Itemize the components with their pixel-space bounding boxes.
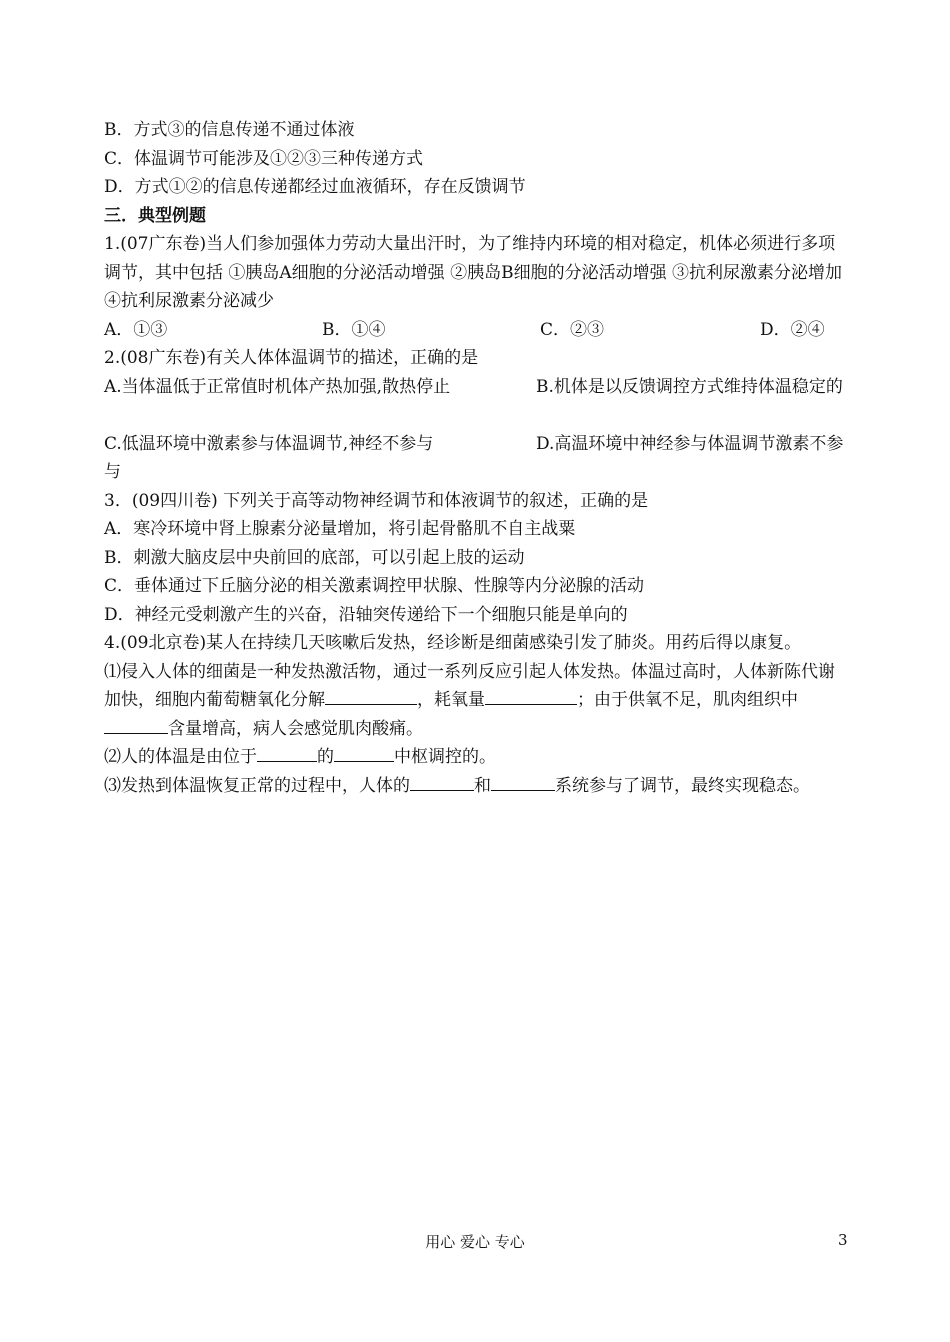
blank-system-1[interactable]: [410, 772, 474, 791]
question-1-text: 1.(07广东卷)当人们参加强体力劳动大量出汗时，为了维持内环境的相对稳定，机体必须进行多项调节，其中包括 ①胰岛A细胞的分泌活动增强 ②胰岛B细胞的分泌活动增强 ③抗利尿激素分泌增加 ④抗利尿激素分泌减少: [104, 234, 842, 311]
q4-p1-text-a: ⑴侵入人体的细菌是一种发热激活物，通过一系列反应引起人体发热。体温过高时，人体新陈代谢加快，细胞内葡萄糖氧化分解: [104, 661, 835, 710]
q4-p2-text-c: 中枢调控的。: [394, 747, 496, 767]
question-1-options: [104, 316, 850, 345]
q4-p1-text-c: ；由于供氧不足，肌肉组织中: [577, 690, 798, 710]
q4-p1-text-d: 含量增高，病人会感觉肌肉酸痛。: [168, 718, 423, 739]
blank-oxidation[interactable]: [325, 686, 417, 705]
question-4-text: 4.(09北京卷)某人在持续几天咳嗽后发热，经诊断是细菌感染引发了肺炎。用药后得以康复。: [104, 633, 802, 653]
section-title: 三．典型例题: [104, 205, 206, 226]
blank-muscle-substance[interactable]: [104, 715, 168, 734]
q1-option-a: A．①③: [104, 319, 168, 340]
q4-p3-text-a: ⑶发热到体温恢复正常的过程中，人体的: [104, 775, 410, 796]
q3-option-b: B．刺激大脑皮层中央前回的底部，可以引起上肢的运动: [104, 547, 525, 568]
q4-p3-text-b: 和: [474, 775, 491, 796]
option-c-prev: C．体温调节可能涉及①②③三种传递方式: [104, 148, 424, 169]
q4-part-2: [104, 743, 850, 772]
option-b-prev: B．方式③的信息传递不通过体液: [104, 120, 355, 140]
q2-option-c: C.低温环境中激素参与体温调节,神经不参与: [104, 433, 434, 454]
page-footer: 用心 爱心 专心: [425, 1233, 525, 1251]
blank-system-2[interactable]: [491, 772, 555, 791]
q4-part-3: [104, 772, 850, 801]
page-number: 3: [838, 1231, 848, 1249]
question-2-options-cd: [104, 430, 850, 487]
page-content: [104, 116, 850, 800]
q3-option-d: D．神经元受刺激产生的兴奋，沿轴突传递给下一个细胞只能是单向的: [104, 604, 628, 625]
blank-center[interactable]: [334, 743, 394, 762]
q1-option-d: D．②④: [760, 319, 825, 340]
q3-option-a: A．寒冷环境中肾上腺素分泌量增加，将引起骨骼肌不自主战粟: [104, 519, 576, 539]
q2-option-d: D.高温环境中神经参与体温调节激素不参与: [104, 433, 844, 482]
q4-p2-text-a: ⑵人的体温是由位于: [104, 747, 257, 767]
question-2-title: 2.(08广东卷)有关人体体温调节的描述，正确的是: [104, 348, 479, 368]
q2-option-b: B.机体是以反馈调控方式维持体温稳定的: [536, 376, 843, 397]
question-2-options-ab: [104, 373, 850, 430]
blank-location[interactable]: [257, 743, 317, 762]
q4-p2-text-b: 的: [317, 747, 334, 767]
q3-option-c: C．垂体通过下丘脑分泌的相关激素调控甲状腺、性腺等内分泌腺的活动: [104, 576, 645, 596]
q4-p3-text-c: 系统参与了调节，最终实现稳态。: [555, 775, 810, 796]
question-3-title: 3．(09四川卷) 下列关于高等动物神经调节和体液调节的叙述，正确的是: [104, 490, 649, 511]
q2-option-a: A.当体温低于正常值时机体产热加强,散热停止: [104, 376, 451, 397]
q4-part-1: [104, 658, 850, 744]
q4-p1-text-b: ，耗氧量: [417, 690, 485, 710]
option-d-prev: D．方式①②的信息传递都经过血液循环，存在反馈调节: [104, 177, 526, 197]
q1-option-c: C．②③: [540, 319, 605, 340]
q1-option-b: B．①④: [322, 319, 386, 340]
blank-oxygen-consumption[interactable]: [485, 686, 577, 705]
